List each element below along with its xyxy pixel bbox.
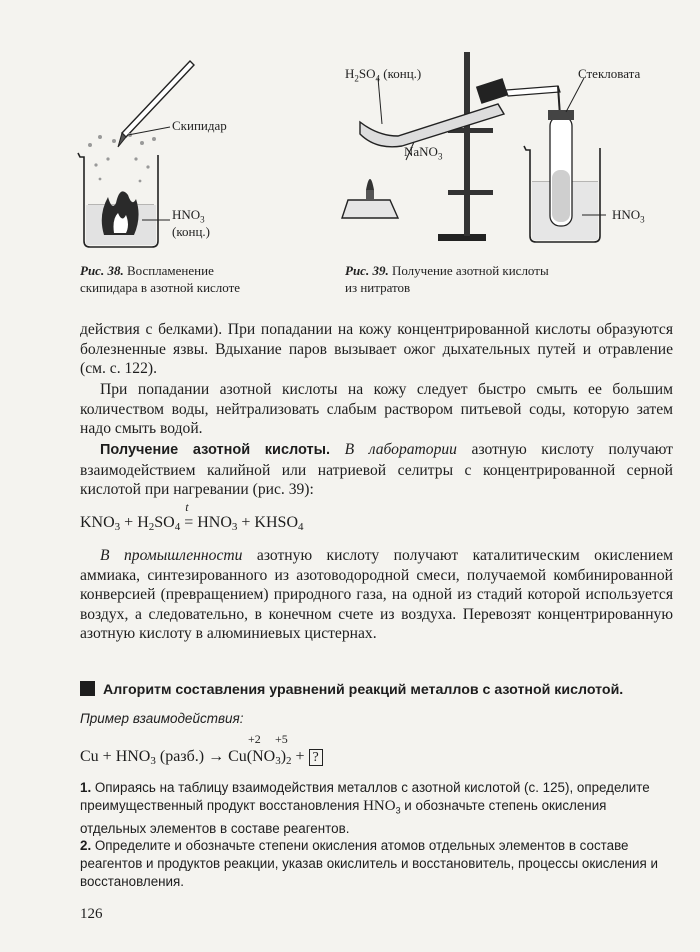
lab-stand-icon — [438, 52, 493, 241]
paragraph-skin-contact: действия с белками). При попадании на кожу концентрированной кислоты образуются болезненные язвы. Вдыхание паров вызывает ожог дыхательных путей и отравление (см. с. 122). — [80, 321, 673, 378]
fig39-caption-number: Рис. 39. — [345, 263, 389, 278]
retort-icon — [360, 78, 560, 147]
fig38-caption — [80, 262, 240, 296]
fig38-label-conc: (конц.) — [172, 224, 210, 239]
industry-italic: В промышленности — [100, 547, 243, 564]
fig39-label-hno3: $HNO_3$ — [612, 207, 645, 225]
fig38-caption-number: Рис. 38. — [80, 263, 124, 278]
lab-italic: В лаборатории — [344, 441, 457, 458]
oxidation-state-right: +5 — [275, 732, 288, 746]
receiver-beaker-icon — [524, 110, 600, 242]
fig38-caption-line1: Воспламенение — [126, 263, 214, 278]
lab-text: азотную кислоту получают взаимодействием калийной или натриевой селитры с концентрированной серной кислотой при нагревании (рис. 39): — [80, 441, 673, 499]
fig39-caption-line2: из нитратов — [345, 280, 411, 295]
flame-icon — [102, 191, 139, 235]
square-bullet-icon — [80, 681, 95, 696]
example-label: Пример взаимодействия: — [80, 711, 244, 726]
unknown-product-box: ? — [309, 749, 323, 766]
task-1: 1. Опираясь на таблицу взаимодействия металлов с азотной кислотой (с. 125), определите преимущественный продукт восстановления $HNO_3$ и обозначьте степень окисления отдельных элементов в составе реагентов. — [80, 780, 650, 837]
paragraph-first-aid: При попадании азотной кислоты на кожу следует быстро смыть ее большим количеством воды, нейтрализовать слабым раствором питьевой соды, которую затем надо смыть водой. — [80, 381, 673, 438]
algorithm-heading: Алгоритм составления уравнений реакций металлов с азотной кислотой. — [80, 681, 623, 698]
fig39-label-glasswool: Стекловата — [578, 66, 641, 81]
fig39-label-h2so4: $H_2SO_4$ (конц.) — [345, 66, 422, 84]
fig38-caption-line2: скипидара в азотной кислоте — [80, 280, 241, 295]
industry-text: азотную кислоту получают каталитическим окислением аммиака, синтезированного из азотоводородной смеси, получаемой комбинированной конверсией (превращением) природного газа, на одной из стадий которой используется воздух, а следовательно, в конечном счете из воздуха. Перевозят концентрированную азотную кислоту в алюминиевых цистернах. — [80, 547, 673, 643]
task-2: 2. Определите и обозначьте степени окисления атомов отдельных элементов в составе реагентов и продуктов реакции, указав окислитель и восстановитель, процессы окисления и восстановления. — [80, 838, 658, 890]
fig38-label-turpentine: Скипидар — [172, 118, 227, 133]
fig39-caption-line1: Получение азотной кислоты — [391, 263, 549, 278]
fig38-label-hno3: $HNO_3$ — [172, 207, 205, 225]
page-number: 126 — [80, 906, 103, 922]
paragraph-lab-preparation — [80, 440, 673, 500]
equation-lab-synthesis: $KNO_3 + H_2SO_4$ = t $HNO_3$ + $KHSO_4$ — [80, 500, 304, 533]
spirit-lamp-icon — [342, 179, 398, 218]
paragraph-industrial — [80, 546, 673, 644]
equation-example: +2 +5 $Cu + HNO_3$ (разб.) → $Cu(NO_3)_2$ + ? — [80, 748, 323, 767]
oxidation-state-left: +2 — [248, 732, 261, 746]
fig39-caption — [345, 262, 549, 296]
section-heading-preparation: Получение азотной кислоты. — [100, 442, 331, 458]
fig39-label-nano3: NaNO$_3$ — [404, 144, 443, 162]
